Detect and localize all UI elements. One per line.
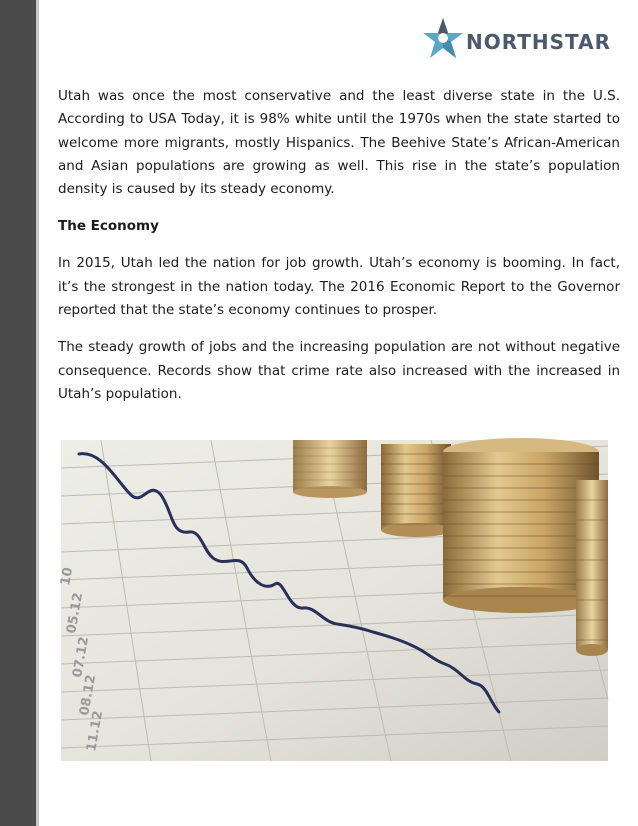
consequence-paragraph: The steady growth of jobs and the increasing population are not without negative consequence. Records show that crime rate also increased with the increased in Utah’s population.: [58, 339, 620, 402]
left-sidebar-band: [0, 0, 36, 826]
section-heading: The Economy: [58, 218, 159, 235]
coin-stack-front: [443, 438, 599, 613]
intro-paragraph: Utah was once the most conservative and the least diverse state in the U.S. According to USA Today, it is 98% white until the 1970s when the state started to welcome more migrants, mostly Hispanics. The Beehive State’s African-American and Asian populations are growing as well. This rise in the state’s population density is caused by its steady economy.: [58, 88, 620, 198]
date-label-4: 08.12: [77, 673, 100, 717]
coin-stack-middle: [381, 444, 451, 537]
economy-paragraph: In 2015, Utah led the nation for job growth. Utah’s economy is booming. In fact, it’s the strongest in the nation today. The 2016 Economic Report to the Governor reported that the state’s economy continues to prosper.: [58, 255, 620, 319]
coin-stack-right: [576, 480, 608, 656]
coin-stack-back-left: [293, 440, 367, 498]
date-label-2: 05.12: [64, 591, 87, 635]
northstar-logo: [422, 16, 632, 64]
logo-wordmark: NORTHSTAR: [466, 30, 611, 54]
date-label-3: 07.12: [70, 635, 93, 679]
date-label-5: 11.12: [84, 709, 107, 753]
economy-photo: [58, 440, 608, 761]
star-icon: [422, 16, 464, 60]
date-label-1: 10: [58, 566, 77, 587]
sidebar-edge: [36, 0, 39, 826]
article-body: [58, 85, 620, 420]
